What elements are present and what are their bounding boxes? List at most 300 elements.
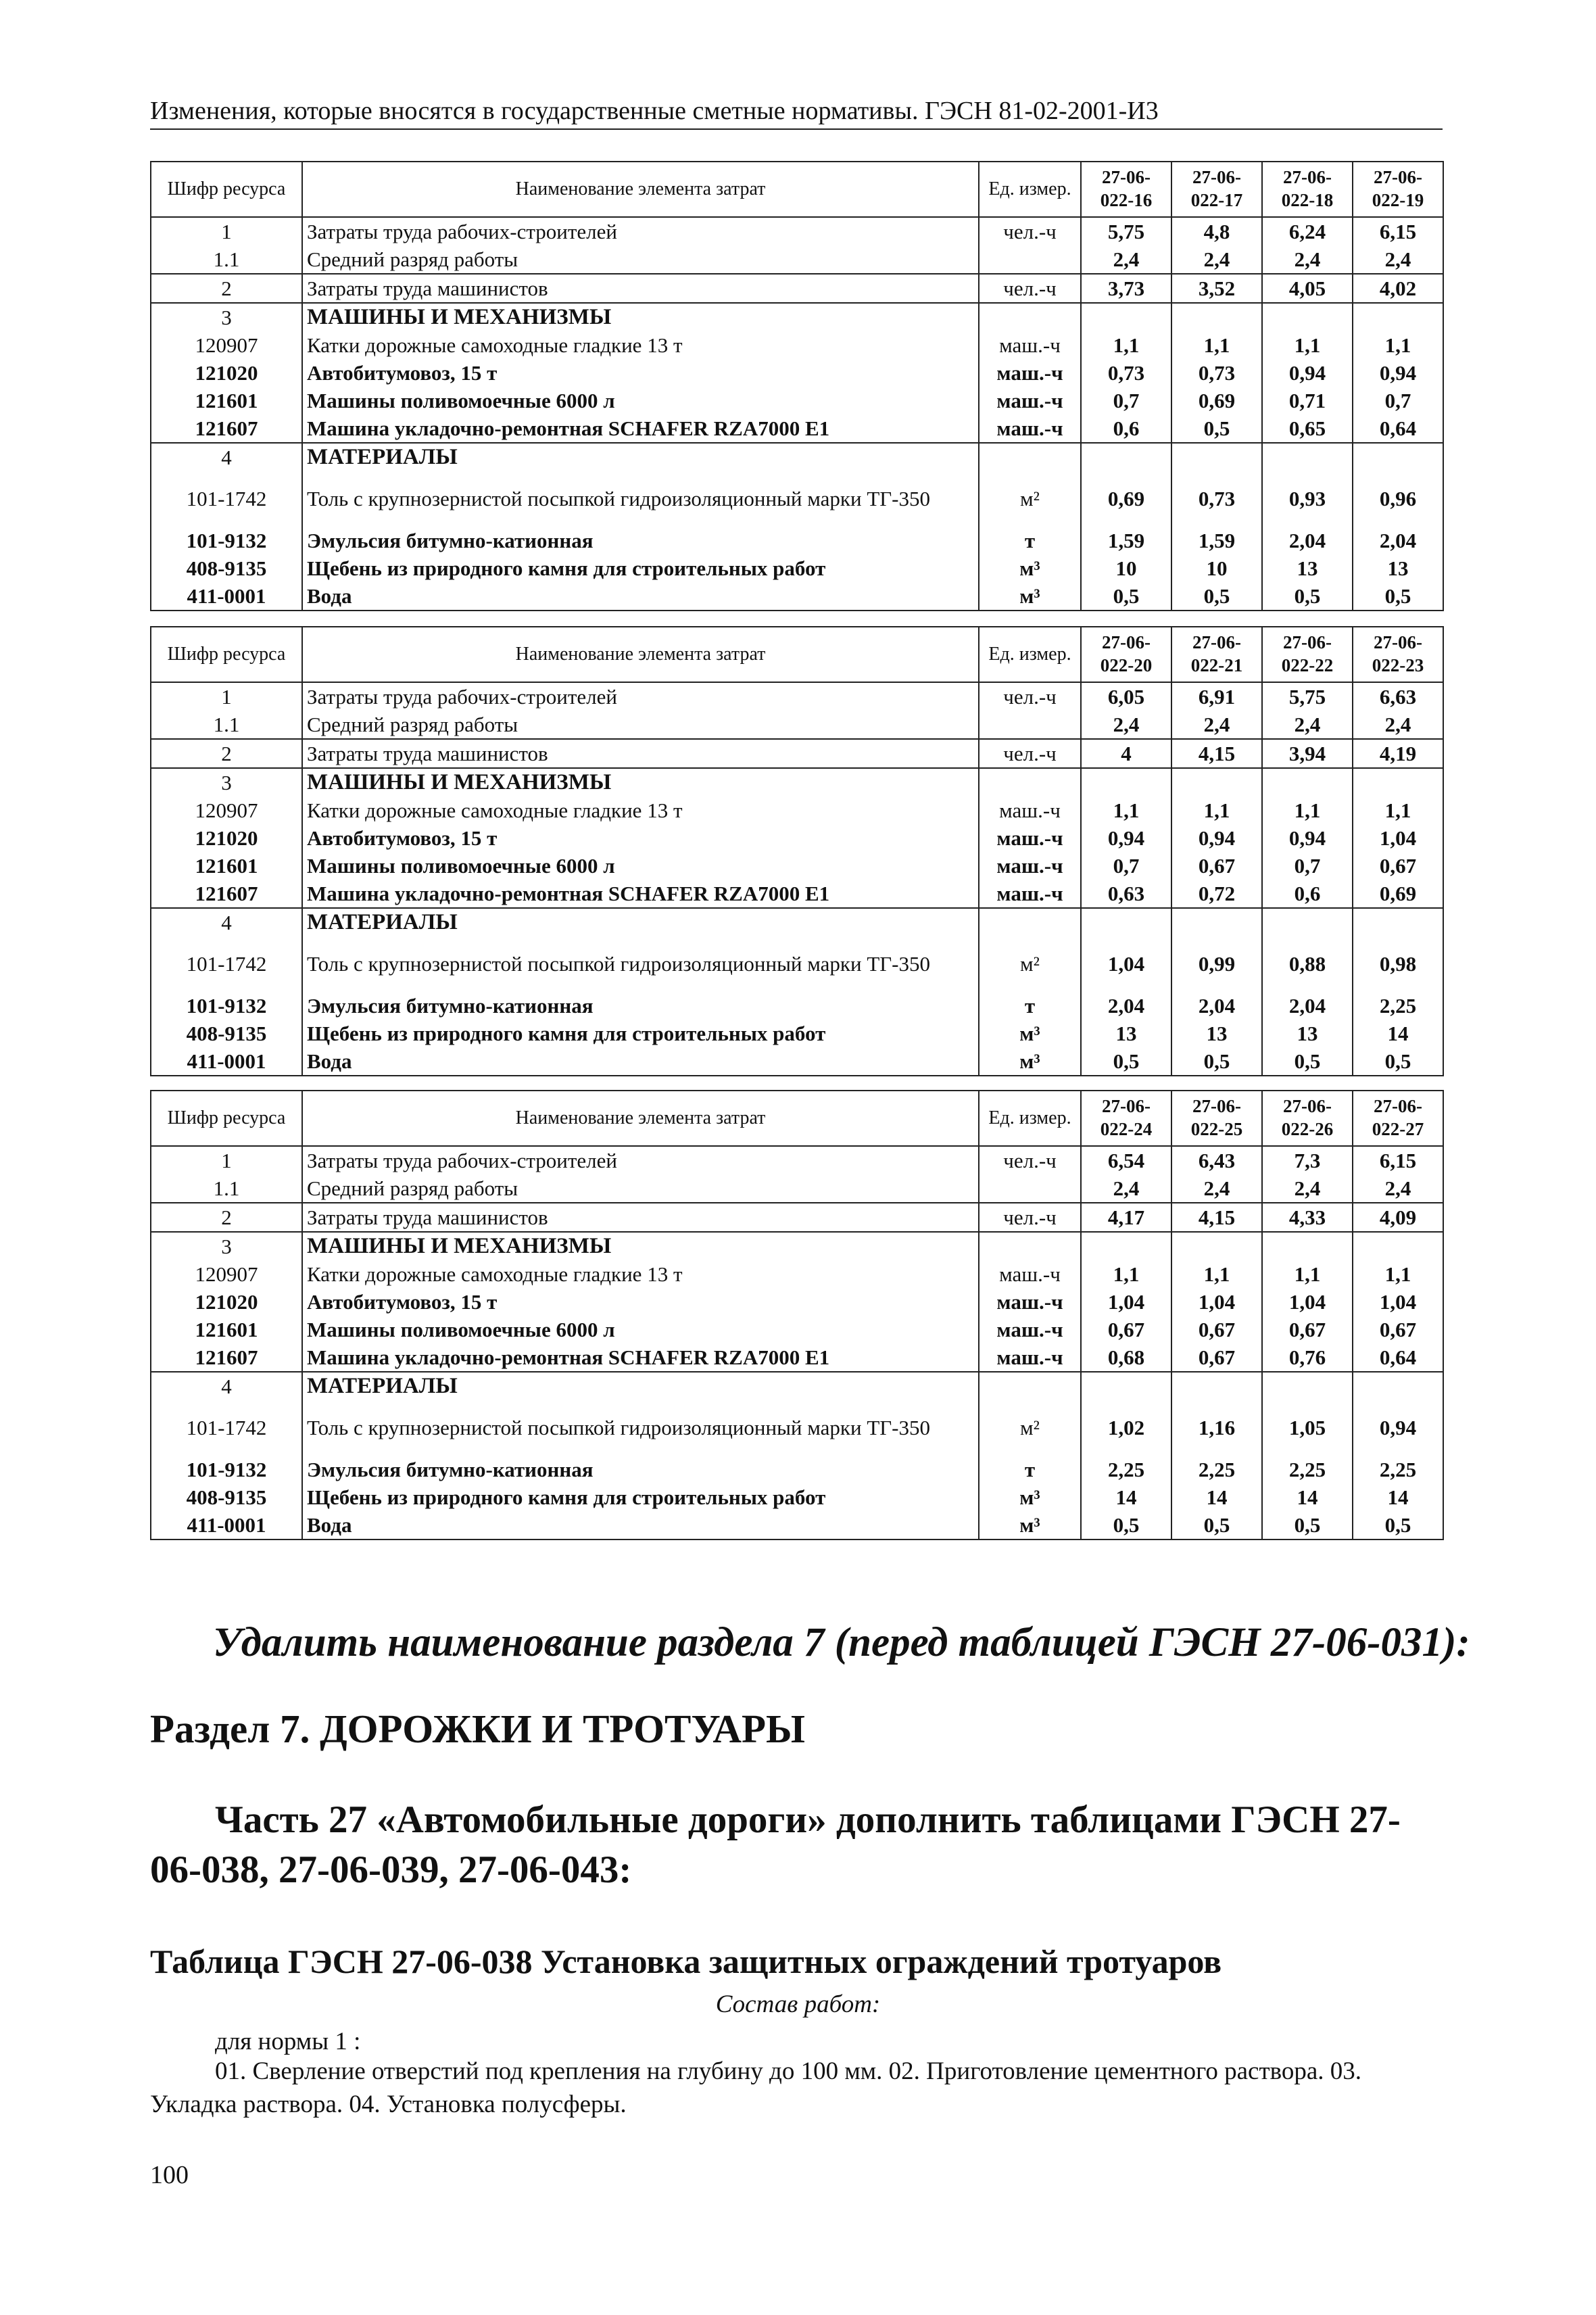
header-element-name: Наименование элемента затрат — [302, 162, 979, 217]
table-row — [151, 992, 1443, 1020]
value-cell: 14 — [1262, 1483, 1353, 1511]
element-name-cell: МАТЕРИАЛЫ — [302, 908, 979, 936]
value-cell: 1,16 — [1171, 1400, 1262, 1456]
resource-code-cell: 101-1742 — [151, 471, 302, 527]
value-cell: 1,04 — [1081, 1288, 1171, 1316]
element-name-cell: Толь с крупнозернистой посыпкой гидроизоляционный марки ТГ-350 — [302, 471, 979, 527]
resource-code-cell: 408-9135 — [151, 554, 302, 582]
unit-cell: чел.-ч — [979, 217, 1081, 245]
resource-code-cell: 121607 — [151, 880, 302, 908]
header-resource-code: Шифр ресурса — [151, 1091, 302, 1146]
value-cell: 14 — [1171, 1483, 1262, 1511]
table-row — [151, 711, 1443, 739]
page-header: Изменения, которые вносятся в государственные сметные нормативы. ГЭСН 81-02-2001-И3 — [150, 96, 1443, 130]
value-cell: 1,04 — [1081, 936, 1171, 992]
value-cell: 0,94 — [1353, 1400, 1443, 1456]
value-cell: 1,04 — [1171, 1288, 1262, 1316]
unit-cell: маш.-ч — [979, 331, 1081, 359]
element-name-cell: Средний разряд работы — [302, 1174, 979, 1203]
table-row — [151, 554, 1443, 582]
value-cell: 1,59 — [1171, 527, 1262, 554]
table-row — [151, 443, 1443, 471]
resource-code-cell: 4 — [151, 443, 302, 471]
value-cell: 1,1 — [1081, 796, 1171, 824]
value-cell: 0,69 — [1081, 471, 1171, 527]
resource-code-cell: 1.1 — [151, 245, 302, 274]
header-unit: Ед. измер. — [979, 627, 1081, 682]
table-row — [151, 1511, 1443, 1540]
element-name-cell: Машины поливомоечные 6000 л — [302, 387, 979, 414]
header-norm-code: 27-06-022-18 — [1262, 162, 1353, 217]
value-cell: 0,69 — [1353, 880, 1443, 908]
value-cell — [1353, 768, 1443, 796]
value-cell: 1,1 — [1171, 1260, 1262, 1288]
value-cell: 0,67 — [1171, 1343, 1262, 1372]
value-cell — [1171, 1372, 1262, 1400]
value-cell: 0,73 — [1081, 359, 1171, 387]
value-cell: 4,8 — [1171, 217, 1262, 245]
table-row — [151, 414, 1443, 443]
table-row — [151, 1483, 1443, 1511]
value-cell: 0,6 — [1081, 414, 1171, 443]
value-cell: 14 — [1081, 1483, 1171, 1511]
element-name-cell: Вода — [302, 582, 979, 611]
value-cell: 2,4 — [1353, 1174, 1443, 1203]
value-cell: 0,65 — [1262, 414, 1353, 443]
resource-code-cell: 1.1 — [151, 1174, 302, 1203]
unit-cell: м³ — [979, 1511, 1081, 1540]
table-row — [151, 908, 1443, 936]
unit-cell: маш.-ч — [979, 387, 1081, 414]
value-cell: 0,5 — [1262, 582, 1353, 611]
value-cell: 1,1 — [1081, 1260, 1171, 1288]
value-cell: 2,4 — [1171, 711, 1262, 739]
header-norm-code: 27-06-022-25 — [1171, 1091, 1262, 1146]
value-cell — [1171, 1232, 1262, 1260]
table-row — [151, 1146, 1443, 1174]
element-name-cell: МАШИНЫ И МЕХАНИЗМЫ — [302, 768, 979, 796]
value-cell: 2,4 — [1262, 245, 1353, 274]
value-cell — [1262, 1232, 1353, 1260]
page-number: 100 — [150, 2161, 189, 2189]
table-row — [151, 217, 1443, 245]
unit-cell: маш.-ч — [979, 796, 1081, 824]
value-cell: 2,4 — [1081, 245, 1171, 274]
value-cell: 0,76 — [1262, 1343, 1353, 1372]
header-norm-code: 27-06-022-22 — [1262, 627, 1353, 682]
resource-code-cell: 3 — [151, 1232, 302, 1260]
composition-label: Состав работ: — [715, 1990, 881, 2018]
unit-cell: м² — [979, 1400, 1081, 1456]
element-name-cell: Толь с крупнозернистой посыпкой гидроизоляционный марки ТГ-350 — [302, 936, 979, 992]
value-cell: 2,04 — [1262, 992, 1353, 1020]
header-norm-code: 27-06-022-24 — [1081, 1091, 1171, 1146]
table-row — [151, 527, 1443, 554]
unit-cell: м³ — [979, 554, 1081, 582]
header-norm-code: 27-06-022-16 — [1081, 162, 1171, 217]
header-norm-code: 27-06-022-27 — [1353, 1091, 1443, 1146]
unit-cell: м² — [979, 471, 1081, 527]
unit-cell: маш.-ч — [979, 880, 1081, 908]
resource-code-cell: 121607 — [151, 414, 302, 443]
value-cell: 0,72 — [1171, 880, 1262, 908]
value-cell: 2,25 — [1353, 992, 1443, 1020]
resource-code-cell: 121601 — [151, 387, 302, 414]
table-row — [151, 768, 1443, 796]
value-cell: 1,1 — [1262, 1260, 1353, 1288]
value-cell — [1262, 443, 1353, 471]
value-cell: 1,1 — [1353, 796, 1443, 824]
table-row — [151, 1020, 1443, 1047]
value-cell: 2,04 — [1262, 527, 1353, 554]
table-row — [151, 796, 1443, 824]
element-name-cell: Щебень из природного камня для строительных работ — [302, 554, 979, 582]
element-name-cell: Машины поливомоечные 6000 л — [302, 1316, 979, 1343]
value-cell — [1081, 1232, 1171, 1260]
value-cell — [1262, 908, 1353, 936]
value-cell: 2,25 — [1262, 1456, 1353, 1483]
value-cell: 1,04 — [1353, 824, 1443, 852]
header-norm-code: 27-06-022-17 — [1171, 162, 1262, 217]
value-cell: 0,94 — [1262, 359, 1353, 387]
value-cell: 2,4 — [1262, 1174, 1353, 1203]
value-cell: 0,5 — [1171, 1047, 1262, 1076]
resource-table — [150, 161, 1444, 611]
unit-cell: чел.-ч — [979, 1203, 1081, 1232]
table-header-row — [151, 162, 1443, 217]
value-cell — [1081, 443, 1171, 471]
value-cell: 10 — [1171, 554, 1262, 582]
unit-cell — [979, 443, 1081, 471]
value-cell: 4,17 — [1081, 1203, 1171, 1232]
resource-code-cell: 101-9132 — [151, 1456, 302, 1483]
value-cell: 6,43 — [1171, 1146, 1262, 1174]
table-row — [151, 1316, 1443, 1343]
value-cell: 0,67 — [1171, 852, 1262, 880]
table-row — [151, 1232, 1443, 1260]
value-cell: 2,04 — [1171, 992, 1262, 1020]
value-cell: 4,05 — [1262, 274, 1353, 303]
table-row — [151, 824, 1443, 852]
resource-code-cell: 4 — [151, 908, 302, 936]
resource-code-cell: 2 — [151, 1203, 302, 1232]
work-description: 01. Сверление отверстий под крепления на глубину до 100 мм. 02. Приготовление цементного раствора. 03. Укладка раствора. 04. Установка полусферы. — [150, 2057, 1362, 2118]
table-row — [151, 274, 1443, 303]
value-cell: 2,25 — [1353, 1456, 1443, 1483]
table-row — [151, 1288, 1443, 1316]
value-cell: 0,5 — [1262, 1047, 1353, 1076]
header-norm-code: 27-06-022-23 — [1353, 627, 1443, 682]
value-cell: 0,64 — [1353, 414, 1443, 443]
table-row — [151, 387, 1443, 414]
resource-code-cell: 121607 — [151, 1343, 302, 1372]
header-resource-code: Шифр ресурса — [151, 627, 302, 682]
unit-cell: чел.-ч — [979, 274, 1081, 303]
header-unit: Ед. измер. — [979, 162, 1081, 217]
resource-code-cell: 121020 — [151, 1288, 302, 1316]
value-cell: 0,5 — [1353, 582, 1443, 611]
element-name-cell: Машина укладочно-ремонтная SCHAFER RZA7000 E1 — [302, 414, 979, 443]
value-cell: 0,71 — [1262, 387, 1353, 414]
element-name-cell: Машины поливомоечные 6000 л — [302, 852, 979, 880]
unit-cell: маш.-ч — [979, 1316, 1081, 1343]
value-cell: 0,5 — [1171, 414, 1262, 443]
value-cell — [1262, 303, 1353, 331]
value-cell — [1081, 1372, 1171, 1400]
value-cell: 13 — [1262, 1020, 1353, 1047]
table-row — [151, 1400, 1443, 1456]
unit-cell: м² — [979, 936, 1081, 992]
table-row — [151, 682, 1443, 711]
value-cell: 0,94 — [1171, 824, 1262, 852]
value-cell: 6,91 — [1171, 682, 1262, 711]
value-cell: 4,33 — [1262, 1203, 1353, 1232]
table-row — [151, 936, 1443, 992]
table-header-row — [151, 627, 1443, 682]
for-norm-label: для нормы 1 : — [215, 2028, 361, 2055]
unit-cell — [979, 1232, 1081, 1260]
unit-cell: чел.-ч — [979, 682, 1081, 711]
value-cell: 1,1 — [1262, 796, 1353, 824]
resource-code-cell: 2 — [151, 739, 302, 768]
value-cell: 7,3 — [1262, 1146, 1353, 1174]
value-cell: 2,4 — [1171, 245, 1262, 274]
unit-cell: маш.-ч — [979, 852, 1081, 880]
value-cell: 13 — [1262, 554, 1353, 582]
value-cell: 13 — [1353, 554, 1443, 582]
value-cell: 2,4 — [1171, 1174, 1262, 1203]
value-cell — [1081, 768, 1171, 796]
value-cell: 5,75 — [1262, 682, 1353, 711]
element-name-cell: Затраты труда машинистов — [302, 274, 979, 303]
element-name-cell: Эмульсия битумно-катионная — [302, 992, 979, 1020]
unit-cell: маш.-ч — [979, 414, 1081, 443]
resource-code-cell: 120907 — [151, 796, 302, 824]
value-cell: 14 — [1353, 1483, 1443, 1511]
value-cell: 2,4 — [1353, 711, 1443, 739]
value-cell: 4 — [1081, 739, 1171, 768]
value-cell: 0,67 — [1353, 1316, 1443, 1343]
table-title: Таблица ГЭСН 27-06-038 Установка защитных ограждений тротуаров — [150, 1942, 1222, 1980]
value-cell: 4,15 — [1171, 1203, 1262, 1232]
value-cell: 1,1 — [1262, 331, 1353, 359]
value-cell — [1081, 303, 1171, 331]
value-cell: 0,64 — [1353, 1343, 1443, 1372]
value-cell: 10 — [1081, 554, 1171, 582]
header-norm-code: 27-06-022-20 — [1081, 627, 1171, 682]
value-cell: 0,69 — [1171, 387, 1262, 414]
table-row — [151, 852, 1443, 880]
resource-code-cell: 101-1742 — [151, 936, 302, 992]
element-name-cell: Автобитумовоз, 15 т — [302, 1288, 979, 1316]
header-element-name: Наименование элемента затрат — [302, 1091, 979, 1146]
element-name-cell: Средний разряд работы — [302, 245, 979, 274]
value-cell: 0,67 — [1353, 852, 1443, 880]
value-cell: 4,09 — [1353, 1203, 1443, 1232]
element-name-cell: Катки дорожные самоходные гладкие 13 т — [302, 796, 979, 824]
part-intro: Часть 27 «Автомобильные дороги» дополнить таблицами ГЭСН 27-06-038, 27-06-039, 27-06-043: — [150, 1798, 1401, 1892]
resource-code-cell: 121020 — [151, 824, 302, 852]
element-name-cell: МАШИНЫ И МЕХАНИЗМЫ — [302, 1232, 979, 1260]
value-cell — [1171, 443, 1262, 471]
unit-cell — [979, 908, 1081, 936]
element-name-cell: МАТЕРИАЛЫ — [302, 1372, 979, 1400]
value-cell: 0,5 — [1171, 1511, 1262, 1540]
element-name-cell: Щебень из природного камня для строительных работ — [302, 1483, 979, 1511]
resource-code-cell: 121020 — [151, 359, 302, 387]
unit-cell: маш.-ч — [979, 1343, 1081, 1372]
value-cell: 4,19 — [1353, 739, 1443, 768]
value-cell: 0,67 — [1081, 1316, 1171, 1343]
unit-cell: т — [979, 992, 1081, 1020]
element-name-cell: Вода — [302, 1047, 979, 1076]
value-cell — [1353, 443, 1443, 471]
element-name-cell: Вода — [302, 1511, 979, 1540]
value-cell: 0,68 — [1081, 1343, 1171, 1372]
value-cell: 6,24 — [1262, 217, 1353, 245]
resource-table — [150, 1090, 1444, 1540]
resource-code-cell: 1.1 — [151, 711, 302, 739]
value-cell: 1,04 — [1262, 1288, 1353, 1316]
element-name-cell: Затраты труда рабочих-строителей — [302, 217, 979, 245]
resource-code-cell: 101-1742 — [151, 1400, 302, 1456]
resource-code-cell: 120907 — [151, 1260, 302, 1288]
value-cell — [1353, 303, 1443, 331]
value-cell: 0,67 — [1262, 1316, 1353, 1343]
value-cell: 0,73 — [1171, 359, 1262, 387]
value-cell: 6,54 — [1081, 1146, 1171, 1174]
resource-code-cell: 411-0001 — [151, 1047, 302, 1076]
value-cell — [1353, 908, 1443, 936]
value-cell: 6,15 — [1353, 217, 1443, 245]
element-name-cell: Затраты труда рабочих-строителей — [302, 682, 979, 711]
value-cell: 2,25 — [1081, 1456, 1171, 1483]
value-cell — [1353, 1232, 1443, 1260]
value-cell: 0,93 — [1262, 471, 1353, 527]
resource-code-cell: 3 — [151, 768, 302, 796]
value-cell: 0,5 — [1353, 1511, 1443, 1540]
header-norm-code: 27-06-022-19 — [1353, 162, 1443, 217]
value-cell: 2,25 — [1171, 1456, 1262, 1483]
resource-code-cell: 408-9135 — [151, 1483, 302, 1511]
value-cell: 0,5 — [1081, 1047, 1171, 1076]
unit-cell: т — [979, 527, 1081, 554]
table-row — [151, 1260, 1443, 1288]
value-cell: 0,73 — [1171, 471, 1262, 527]
value-cell — [1171, 303, 1262, 331]
value-cell: 13 — [1171, 1020, 1262, 1047]
value-cell: 0,94 — [1262, 824, 1353, 852]
value-cell: 0,98 — [1353, 936, 1443, 992]
element-name-cell: Эмульсия битумно-катионная — [302, 1456, 979, 1483]
header-norm-code: 27-06-022-21 — [1171, 627, 1262, 682]
element-name-cell: Автобитумовоз, 15 т — [302, 359, 979, 387]
element-name-cell: Катки дорожные самоходные гладкие 13 т — [302, 331, 979, 359]
unit-cell — [979, 1174, 1081, 1203]
value-cell: 3,94 — [1262, 739, 1353, 768]
value-cell: 2,4 — [1081, 711, 1171, 739]
unit-cell: чел.-ч — [979, 1146, 1081, 1174]
value-cell: 1,1 — [1171, 796, 1262, 824]
element-name-cell: Автобитумовоз, 15 т — [302, 824, 979, 852]
value-cell: 0,5 — [1171, 582, 1262, 611]
element-name-cell: Эмульсия битумно-катионная — [302, 527, 979, 554]
unit-cell — [979, 245, 1081, 274]
value-cell: 2,4 — [1262, 711, 1353, 739]
value-cell: 4,02 — [1353, 274, 1443, 303]
unit-cell — [979, 711, 1081, 739]
resource-code-cell: 1 — [151, 217, 302, 245]
resource-code-cell: 2 — [151, 274, 302, 303]
resource-code-cell: 411-0001 — [151, 1511, 302, 1540]
element-name-cell: МАТЕРИАЛЫ — [302, 443, 979, 471]
value-cell: 0,5 — [1081, 1511, 1171, 1540]
value-cell — [1081, 908, 1171, 936]
value-cell: 14 — [1353, 1020, 1443, 1047]
value-cell: 1,59 — [1081, 527, 1171, 554]
value-cell: 0,5 — [1262, 1511, 1353, 1540]
value-cell: 13 — [1081, 1020, 1171, 1047]
element-name-cell: МАШИНЫ И МЕХАНИЗМЫ — [302, 303, 979, 331]
resource-code-cell: 101-9132 — [151, 527, 302, 554]
value-cell — [1262, 1372, 1353, 1400]
unit-cell: т — [979, 1456, 1081, 1483]
value-cell: 1,1 — [1353, 1260, 1443, 1288]
element-name-cell: Затраты труда машинистов — [302, 1203, 979, 1232]
header-norm-code: 27-06-022-26 — [1262, 1091, 1353, 1146]
table-row — [151, 245, 1443, 274]
value-cell: 5,75 — [1081, 217, 1171, 245]
value-cell: 0,88 — [1262, 936, 1353, 992]
unit-cell: маш.-ч — [979, 359, 1081, 387]
value-cell: 0,5 — [1353, 1047, 1443, 1076]
header-element-name: Наименование элемента затрат — [302, 627, 979, 682]
value-cell — [1171, 768, 1262, 796]
unit-cell: чел.-ч — [979, 739, 1081, 768]
value-cell: 0,7 — [1081, 852, 1171, 880]
table-row — [151, 471, 1443, 527]
value-cell: 0,67 — [1171, 1316, 1262, 1343]
value-cell: 6,15 — [1353, 1146, 1443, 1174]
value-cell: 6,63 — [1353, 682, 1443, 711]
value-cell: 2,4 — [1081, 1174, 1171, 1203]
value-cell: 3,73 — [1081, 274, 1171, 303]
element-name-cell: Катки дорожные самоходные гладкие 13 т — [302, 1260, 979, 1288]
value-cell: 1,02 — [1081, 1400, 1171, 1456]
table-header-row — [151, 1091, 1443, 1146]
unit-cell: м³ — [979, 1020, 1081, 1047]
unit-cell: маш.-ч — [979, 1288, 1081, 1316]
resource-table — [150, 626, 1444, 1076]
value-cell: 1,1 — [1353, 331, 1443, 359]
header-resource-code: Шифр ресурса — [151, 162, 302, 217]
unit-cell — [979, 1372, 1081, 1400]
value-cell: 0,96 — [1353, 471, 1443, 527]
resource-code-cell: 121601 — [151, 852, 302, 880]
table-row — [151, 1047, 1443, 1076]
header-unit: Ед. измер. — [979, 1091, 1081, 1146]
value-cell: 1,1 — [1081, 331, 1171, 359]
table-row — [151, 359, 1443, 387]
resource-code-cell: 1 — [151, 1146, 302, 1174]
table-row — [151, 739, 1443, 768]
value-cell: 1,1 — [1171, 331, 1262, 359]
resource-code-cell: 121601 — [151, 1316, 302, 1343]
unit-cell: м³ — [979, 582, 1081, 611]
value-cell: 0,7 — [1081, 387, 1171, 414]
resource-code-cell: 408-9135 — [151, 1020, 302, 1047]
table-row — [151, 1372, 1443, 1400]
